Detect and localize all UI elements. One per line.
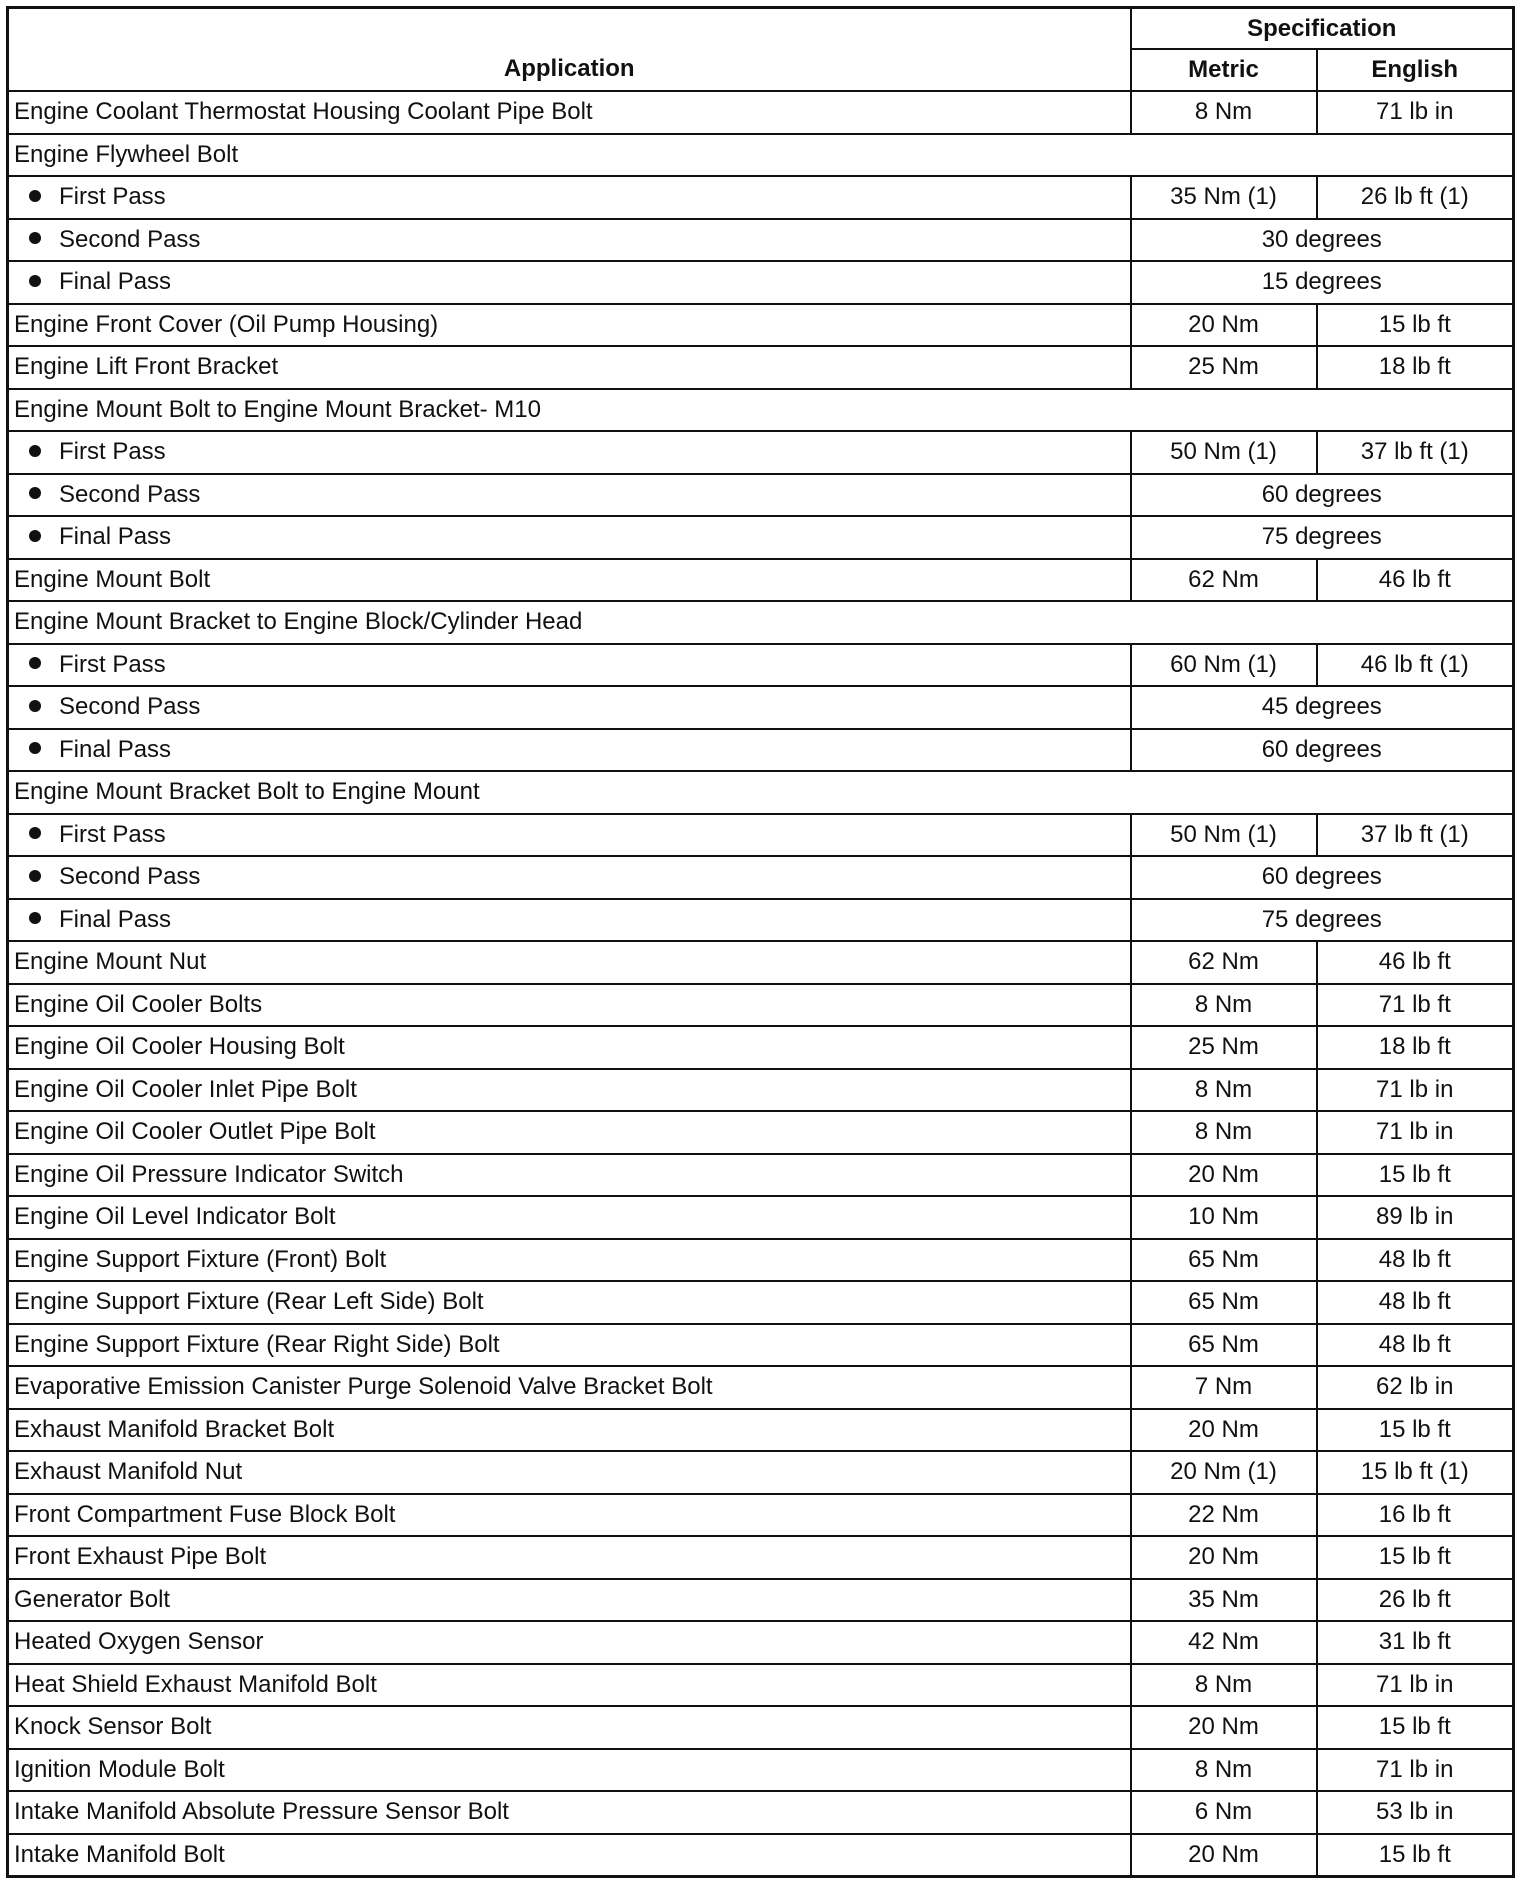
metric-value: 8 Nm <box>1131 91 1317 134</box>
metric-value: 62 Nm <box>1131 559 1317 602</box>
table-row <box>8 899 1514 942</box>
english-value: 37 lb ft (1) <box>1317 431 1514 474</box>
metric-value: 8 Nm <box>1131 1749 1317 1792</box>
table-row <box>8 559 1514 602</box>
application-name: Engine Oil Cooler Outlet Pipe Bolt <box>8 1111 1131 1154</box>
metric-value: 35 Nm (1) <box>1131 176 1317 219</box>
english-header: English <box>1317 49 1514 91</box>
english-value: 15 lb ft <box>1317 1154 1514 1197</box>
metric-value: 42 Nm <box>1131 1621 1317 1664</box>
application-name: Engine Oil Cooler Housing Bolt <box>8 1026 1131 1069</box>
application-name: Engine Support Fixture (Front) Bolt <box>8 1239 1131 1282</box>
table-row <box>8 1366 1514 1409</box>
table-row <box>8 1834 1514 1877</box>
metric-value: 20 Nm <box>1131 1706 1317 1749</box>
english-value: 15 lb ft <box>1317 1409 1514 1452</box>
application-name: Front Exhaust Pipe Bolt <box>8 1536 1131 1579</box>
table-row <box>8 1536 1514 1579</box>
metric-value: 50 Nm (1) <box>1131 431 1317 474</box>
metric-value: 10 Nm <box>1131 1196 1317 1239</box>
angle-value: 15 degrees <box>1131 261 1514 304</box>
step-name: Final Pass <box>59 523 172 551</box>
bullet-icon <box>29 445 41 457</box>
table-row <box>8 1621 1514 1664</box>
application-name: Ignition Module Bolt <box>8 1749 1131 1792</box>
metric-value: 50 Nm (1) <box>1131 814 1317 857</box>
application-name: Engine Front Cover (Oil Pump Housing) <box>8 304 1131 347</box>
table-row <box>8 1579 1514 1622</box>
application-name: Engine Coolant Thermostat Housing Coolant Pipe Bolt <box>8 91 1131 134</box>
table-row <box>8 1281 1514 1324</box>
metric-value: 20 Nm <box>1131 1536 1317 1579</box>
english-value: 26 lb ft (1) <box>1317 176 1514 219</box>
table-row <box>8 856 1514 899</box>
table-row <box>8 516 1514 559</box>
table-row <box>8 1069 1514 1112</box>
table-row <box>8 1111 1514 1154</box>
group-name: Engine Mount Bracket to Engine Block/Cylinder Head <box>8 601 1514 644</box>
metric-value: 20 Nm (1) <box>1131 1451 1317 1494</box>
metric-value: 25 Nm <box>1131 346 1317 389</box>
english-value: 15 lb ft (1) <box>1317 1451 1514 1494</box>
step-name-cell <box>8 176 1131 219</box>
application-name: Exhaust Manifold Bracket Bolt <box>8 1409 1131 1452</box>
application-name: Engine Lift Front Bracket <box>8 346 1131 389</box>
specification-header: Specification <box>1131 8 1514 50</box>
table-row <box>8 389 1514 432</box>
table-row <box>8 729 1514 772</box>
table-row <box>8 431 1514 474</box>
table-row <box>8 176 1514 219</box>
table-row <box>8 1324 1514 1367</box>
bullet-icon <box>29 870 41 882</box>
step-name-cell <box>8 729 1131 772</box>
application-name: Engine Oil Cooler Inlet Pipe Bolt <box>8 1069 1131 1112</box>
english-value: 31 lb ft <box>1317 1621 1514 1664</box>
table-row <box>8 219 1514 262</box>
metric-value: 8 Nm <box>1131 984 1317 1027</box>
english-value: 71 lb ft <box>1317 984 1514 1027</box>
table-row <box>8 1154 1514 1197</box>
metric-value: 7 Nm <box>1131 1366 1317 1409</box>
application-name: Engine Oil Pressure Indicator Switch <box>8 1154 1131 1197</box>
step-name-cell <box>8 899 1131 942</box>
step-name-cell <box>8 516 1131 559</box>
step-name: First Pass <box>59 438 166 466</box>
application-header: Application <box>8 8 1131 92</box>
angle-value: 60 degrees <box>1131 856 1514 899</box>
english-value: 48 lb ft <box>1317 1239 1514 1282</box>
metric-value: 25 Nm <box>1131 1026 1317 1069</box>
metric-value: 20 Nm <box>1131 1154 1317 1197</box>
english-value: 71 lb in <box>1317 1749 1514 1792</box>
application-name: Engine Oil Level Indicator Bolt <box>8 1196 1131 1239</box>
application-name: Engine Mount Bolt <box>8 559 1131 602</box>
bullet-icon <box>29 190 41 202</box>
english-value: 18 lb ft <box>1317 1026 1514 1069</box>
table-row <box>8 1791 1514 1834</box>
metric-value: 20 Nm <box>1131 1409 1317 1452</box>
angle-value: 45 degrees <box>1131 686 1514 729</box>
english-value: 48 lb ft <box>1317 1324 1514 1367</box>
step-name-cell <box>8 431 1131 474</box>
table-row <box>8 91 1514 134</box>
step-name: Final Pass <box>59 268 172 296</box>
metric-header: Metric <box>1131 49 1317 91</box>
english-value: 15 lb ft <box>1317 1834 1514 1877</box>
application-name: Intake Manifold Absolute Pressure Sensor Bolt <box>8 1791 1131 1834</box>
angle-value: 60 degrees <box>1131 729 1514 772</box>
step-name: Second Pass <box>59 693 201 721</box>
english-value: 46 lb ft (1) <box>1317 644 1514 687</box>
application-name: Heated Oxygen Sensor <box>8 1621 1131 1664</box>
table-row <box>8 1451 1514 1494</box>
table-row <box>8 1239 1514 1282</box>
step-name: Final Pass <box>59 735 172 763</box>
step-name-cell <box>8 644 1131 687</box>
metric-value: 6 Nm <box>1131 1791 1317 1834</box>
step-name: Final Pass <box>59 905 172 933</box>
english-value: 16 lb ft <box>1317 1494 1514 1537</box>
table-row <box>8 304 1514 347</box>
metric-value: 65 Nm <box>1131 1281 1317 1324</box>
application-name: Generator Bolt <box>8 1579 1131 1622</box>
bullet-icon <box>29 827 41 839</box>
english-value: 15 lb ft <box>1317 1536 1514 1579</box>
metric-value: 65 Nm <box>1131 1324 1317 1367</box>
table-row <box>8 814 1514 857</box>
english-value: 15 lb ft <box>1317 304 1514 347</box>
application-name: Engine Mount Nut <box>8 941 1131 984</box>
bullet-icon <box>29 232 41 244</box>
metric-value: 62 Nm <box>1131 941 1317 984</box>
step-name: First Pass <box>59 650 166 678</box>
english-value: 71 lb in <box>1317 1664 1514 1707</box>
metric-value: 8 Nm <box>1131 1111 1317 1154</box>
table-row <box>8 1196 1514 1239</box>
bullet-icon <box>29 530 41 542</box>
table-row <box>8 261 1514 304</box>
application-name: Heat Shield Exhaust Manifold Bolt <box>8 1664 1131 1707</box>
step-name-cell <box>8 219 1131 262</box>
english-value: 46 lb ft <box>1317 941 1514 984</box>
metric-value: 65 Nm <box>1131 1239 1317 1282</box>
bullet-icon <box>29 912 41 924</box>
application-name: Front Compartment Fuse Block Bolt <box>8 1494 1131 1537</box>
angle-value: 75 degrees <box>1131 899 1514 942</box>
english-value: 15 lb ft <box>1317 1706 1514 1749</box>
english-value: 62 lb in <box>1317 1366 1514 1409</box>
table-body <box>8 91 1514 1877</box>
table-row <box>8 1664 1514 1707</box>
application-name: Engine Support Fixture (Rear Left Side) Bolt <box>8 1281 1131 1324</box>
application-name: Engine Support Fixture (Rear Right Side) Bolt <box>8 1324 1131 1367</box>
angle-value: 60 degrees <box>1131 474 1514 517</box>
spec-sheet <box>6 6 1512 1878</box>
english-value: 18 lb ft <box>1317 346 1514 389</box>
step-name-cell <box>8 261 1131 304</box>
application-name: Intake Manifold Bolt <box>8 1834 1131 1877</box>
english-value: 26 lb ft <box>1317 1579 1514 1622</box>
metric-value: 22 Nm <box>1131 1494 1317 1537</box>
bullet-icon <box>29 275 41 287</box>
table-row <box>8 984 1514 1027</box>
table-header <box>8 8 1514 92</box>
bullet-icon <box>29 742 41 754</box>
step-name: Second Pass <box>59 225 201 253</box>
step-name: First Pass <box>59 820 166 848</box>
group-name: Engine Mount Bolt to Engine Mount Bracket- M10 <box>8 389 1514 432</box>
metric-value: 20 Nm <box>1131 304 1317 347</box>
step-name-cell <box>8 856 1131 899</box>
metric-value: 8 Nm <box>1131 1069 1317 1112</box>
step-name-cell <box>8 474 1131 517</box>
metric-value: 8 Nm <box>1131 1664 1317 1707</box>
application-name: Exhaust Manifold Nut <box>8 1451 1131 1494</box>
table-row <box>8 771 1514 814</box>
bullet-icon <box>29 487 41 499</box>
angle-value: 75 degrees <box>1131 516 1514 559</box>
table-row <box>8 1494 1514 1537</box>
table-row <box>8 644 1514 687</box>
angle-value: 30 degrees <box>1131 219 1514 262</box>
table-row <box>8 601 1514 644</box>
english-value: 46 lb ft <box>1317 559 1514 602</box>
english-value: 71 lb in <box>1317 91 1514 134</box>
application-name: Knock Sensor Bolt <box>8 1706 1131 1749</box>
table-row <box>8 941 1514 984</box>
application-name: Engine Oil Cooler Bolts <box>8 984 1131 1027</box>
table-row <box>8 474 1514 517</box>
table-row <box>8 1026 1514 1069</box>
bullet-icon <box>29 657 41 669</box>
english-value: 37 lb ft (1) <box>1317 814 1514 857</box>
step-name: First Pass <box>59 183 166 211</box>
step-name: Second Pass <box>59 480 201 508</box>
english-value: 71 lb in <box>1317 1111 1514 1154</box>
table-row <box>8 134 1514 177</box>
table-row <box>8 1706 1514 1749</box>
english-value: 89 lb in <box>1317 1196 1514 1239</box>
metric-value: 20 Nm <box>1131 1834 1317 1877</box>
bullet-icon <box>29 700 41 712</box>
step-name-cell <box>8 686 1131 729</box>
metric-value: 35 Nm <box>1131 1579 1317 1622</box>
step-name-cell <box>8 814 1131 857</box>
group-name: Engine Mount Bracket Bolt to Engine Mount <box>8 771 1514 814</box>
table-row <box>8 686 1514 729</box>
table-row <box>8 346 1514 389</box>
table-row <box>8 1409 1514 1452</box>
application-name: Evaporative Emission Canister Purge Solenoid Valve Bracket Bolt <box>8 1366 1131 1409</box>
english-value: 53 lb in <box>1317 1791 1514 1834</box>
table-row <box>8 1749 1514 1792</box>
metric-value: 60 Nm (1) <box>1131 644 1317 687</box>
group-name: Engine Flywheel Bolt <box>8 134 1514 177</box>
step-name: Second Pass <box>59 863 201 891</box>
english-value: 71 lb in <box>1317 1069 1514 1112</box>
torque-spec-table <box>6 6 1515 1878</box>
english-value: 48 lb ft <box>1317 1281 1514 1324</box>
